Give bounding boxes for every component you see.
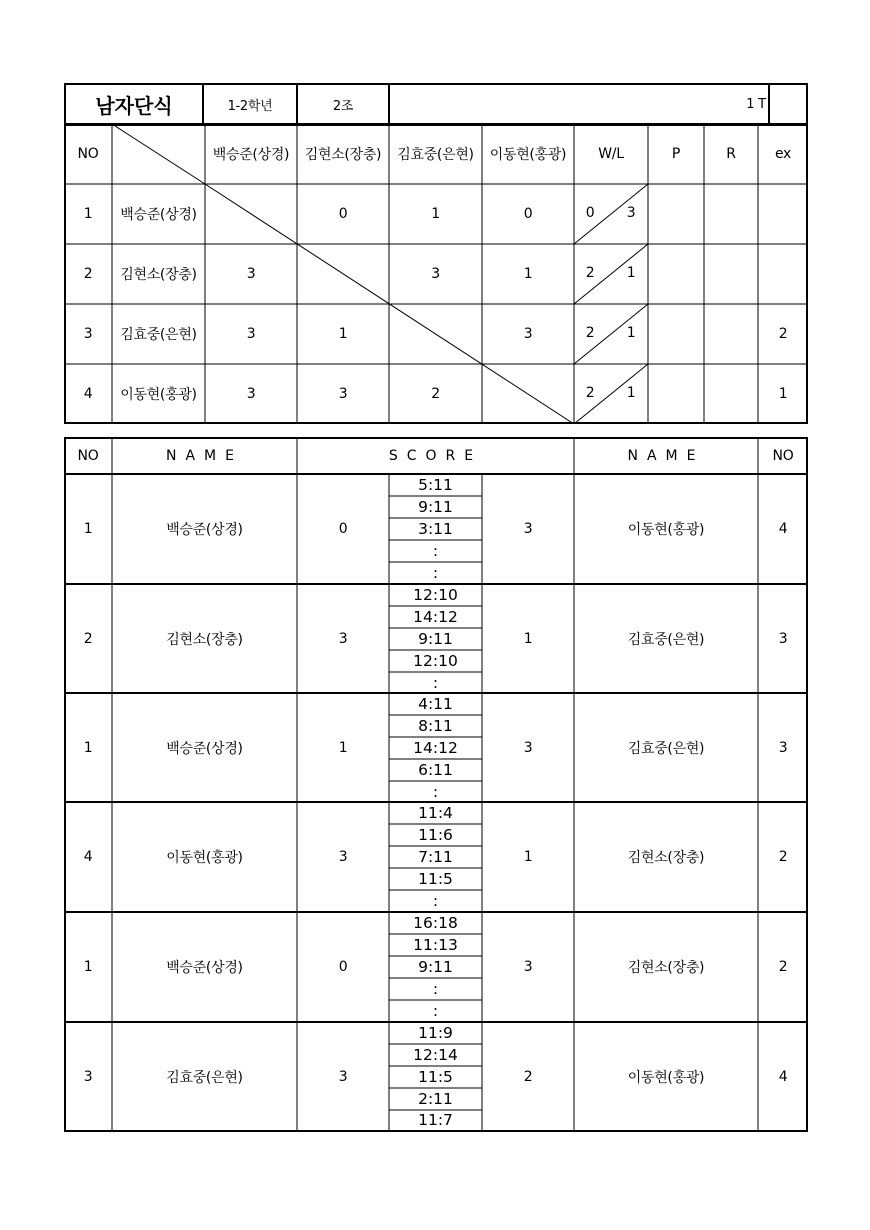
league-wins: 0 <box>585 205 595 221</box>
match-game: 11:6 <box>418 826 453 844</box>
match-name1: 백승준(상경) <box>166 960 243 976</box>
match-score2: 3 <box>523 739 533 756</box>
match-name2: 김현소(장충) <box>627 960 705 976</box>
match-game: 11:4 <box>418 804 453 822</box>
match-no2: 2 <box>778 959 788 975</box>
league-cell: 0 <box>523 206 533 222</box>
match-name2: 김효중(은현) <box>627 631 705 648</box>
group-label: 2조 <box>332 98 354 114</box>
league-col-no: NO <box>77 146 99 162</box>
league-cell: 3 <box>523 326 533 342</box>
match-no1: 2 <box>83 630 93 647</box>
match-no2: 3 <box>778 630 788 647</box>
match-score1: 0 <box>338 521 348 537</box>
match-score2: 1 <box>523 849 533 865</box>
match-game: 12:10 <box>413 586 458 604</box>
league-cell: 3 <box>246 386 256 402</box>
match-game: 14:12 <box>413 608 458 626</box>
league-losses: 3 <box>626 205 636 221</box>
match-game: 11:7 <box>418 1111 453 1129</box>
match-col-name2: NAME <box>627 447 705 464</box>
league-row-no: 2 <box>83 266 93 282</box>
league-cell: 3 <box>246 266 256 282</box>
match-table <box>64 437 808 1132</box>
match-name2: 이동현(홍광) <box>627 522 705 538</box>
page-title: 남자단식 <box>95 93 173 118</box>
league-cell <box>205 184 297 244</box>
header-bar <box>64 83 808 125</box>
league-row-no: 4 <box>83 386 93 402</box>
match-no1: 1 <box>83 739 93 756</box>
league-col-player-2: 김현소(장충) <box>304 147 382 163</box>
league-cell: 1 <box>431 206 440 222</box>
league-ex: 2 <box>778 326 788 342</box>
league-col-ex: ex <box>774 146 792 162</box>
match-game: : <box>432 782 439 801</box>
league-points <box>648 244 704 304</box>
table-number: 1 T <box>746 96 766 112</box>
match-game: : <box>432 542 439 560</box>
match-game: 3:11 <box>418 520 453 538</box>
match-game: 9:11 <box>418 958 453 976</box>
league-cell: 0 <box>338 206 348 222</box>
league-losses: 1 <box>626 265 636 281</box>
league-ex <box>758 184 808 244</box>
group-cell <box>296 83 390 125</box>
match-game: 11:9 <box>418 1024 453 1042</box>
match-game: 12:10 <box>413 652 458 670</box>
match-game: : <box>432 673 439 692</box>
league-ex: 1 <box>778 386 788 402</box>
match-name1: 백승준(상경) <box>166 522 243 538</box>
match-game: 14:12 <box>413 739 458 757</box>
match-game: 9:11 <box>418 630 453 648</box>
match-score2: 2 <box>523 1069 533 1085</box>
match-game: 9:11 <box>418 498 453 516</box>
league-wins: 2 <box>585 385 595 401</box>
league-wins: 2 <box>585 325 595 341</box>
match-game: 12:14 <box>413 1046 458 1064</box>
match-no1: 4 <box>83 849 93 865</box>
match-game: 11:5 <box>418 870 453 888</box>
match-no1: 1 <box>83 959 93 975</box>
match-score1: 3 <box>338 630 348 647</box>
match-game: : <box>432 892 439 910</box>
league-losses: 1 <box>626 325 636 341</box>
match-game: 11:13 <box>413 936 458 954</box>
match-game: 16:18 <box>413 914 458 932</box>
match-no2: 2 <box>778 849 788 865</box>
match-col-score: SCORE <box>388 447 483 464</box>
league-ex <box>758 244 808 304</box>
match-game: 4:11 <box>418 695 453 713</box>
league-cell <box>297 244 389 304</box>
league-wins: 2 <box>585 265 595 281</box>
match-name1: 이동현(홍광) <box>166 850 243 866</box>
match-name2: 이동현(홍광) <box>627 1070 705 1086</box>
league-col-player-3: 김효중(은현) <box>397 147 474 163</box>
match-no2: 4 <box>778 1069 788 1085</box>
match-game: : <box>432 564 439 582</box>
match-score2: 1 <box>523 630 533 647</box>
table-number-wrap <box>706 83 808 125</box>
league-col-p: P <box>671 146 681 162</box>
league-rank <box>704 244 758 304</box>
match-name1: 김효중(은현) <box>166 1070 243 1086</box>
league-rank <box>704 184 758 244</box>
match-score1: 3 <box>338 849 348 865</box>
league-row-no: 3 <box>83 326 93 342</box>
league-cell: 3 <box>246 326 256 342</box>
league-row-name: 백승준(상경) <box>120 207 197 223</box>
league-col-player-4: 이동현(홍광) <box>489 147 567 163</box>
match-score2: 3 <box>523 521 533 537</box>
match-game: 8:11 <box>418 717 453 735</box>
match-game: 7:11 <box>418 848 453 866</box>
match-game: 11:5 <box>418 1068 453 1086</box>
league-losses: 1 <box>626 385 636 401</box>
league-table <box>64 124 808 424</box>
league-col-player-1: 백승준(상경) <box>212 147 290 163</box>
match-no2: 3 <box>778 739 788 756</box>
match-game: 6:11 <box>418 761 453 779</box>
match-name1: 백승준(상경) <box>166 740 243 757</box>
match-no1: 3 <box>83 1069 93 1085</box>
match-game: : <box>432 980 439 998</box>
league-points <box>648 184 704 244</box>
league-col-wl: W/L <box>598 146 624 162</box>
league-points <box>648 304 704 364</box>
match-game: 5:11 <box>418 476 453 494</box>
title-cell <box>64 83 204 125</box>
match-col-no2: NO <box>772 447 794 464</box>
league-row-name: 김현소(장충) <box>120 267 197 283</box>
match-game: : <box>432 1002 439 1020</box>
match-name2: 김효중(은현) <box>627 740 705 757</box>
match-name1: 김현소(장충) <box>166 631 243 648</box>
league-rank <box>704 364 758 424</box>
league-cell: 3 <box>338 386 348 402</box>
league-cell <box>482 364 574 424</box>
league-cell: 2 <box>431 386 440 402</box>
match-col-name: NAME <box>166 447 243 464</box>
match-no1: 1 <box>83 521 93 537</box>
league-points <box>648 364 704 424</box>
match-name2: 김현소(장충) <box>627 850 705 866</box>
match-no2: 4 <box>778 521 788 537</box>
match-score1: 3 <box>338 1069 348 1085</box>
match-game: 2:11 <box>418 1090 453 1108</box>
match-score1: 1 <box>338 739 348 756</box>
grade-label: 1-2학년 <box>227 98 273 114</box>
league-row-name: 김효중(은현) <box>120 327 197 343</box>
league-cell <box>389 304 482 364</box>
match-score1: 0 <box>338 959 348 975</box>
league-rank <box>704 304 758 364</box>
league-row-no: 1 <box>83 206 93 222</box>
match-score2: 3 <box>523 959 533 975</box>
grade-cell <box>202 83 298 125</box>
league-cell: 1 <box>523 266 533 282</box>
league-col-r: R <box>726 146 736 162</box>
league-row-name: 이동현(홍광) <box>120 387 197 403</box>
league-cell: 1 <box>338 326 348 342</box>
match-col-no: NO <box>77 447 99 464</box>
league-cell: 3 <box>431 266 440 282</box>
